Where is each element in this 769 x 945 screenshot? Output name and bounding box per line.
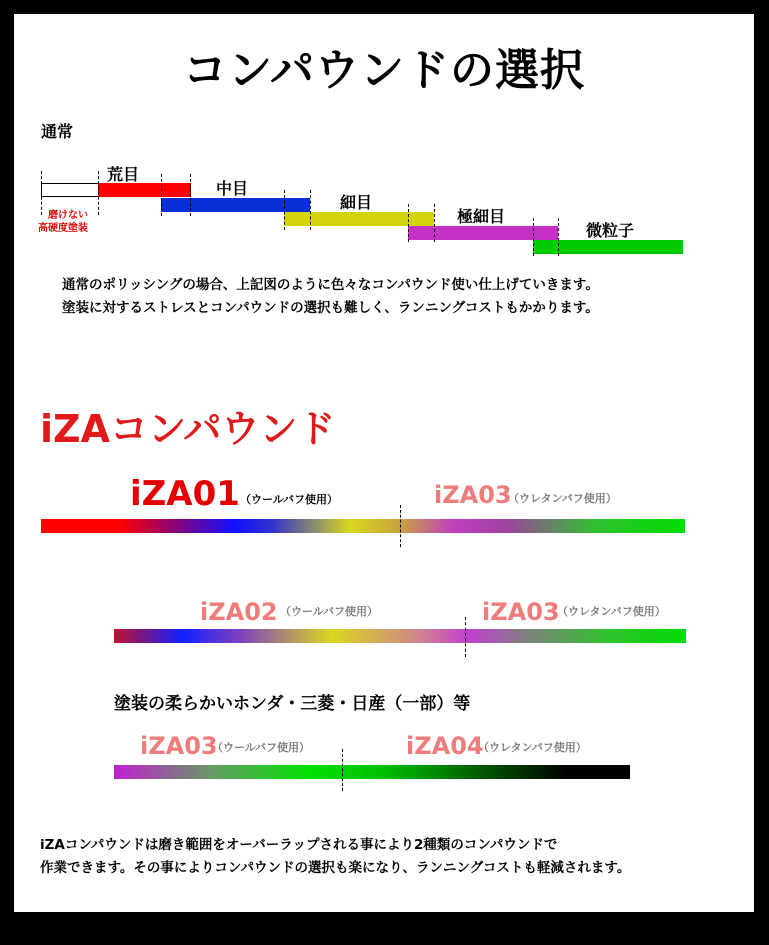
micro-bar: [533, 240, 683, 254]
row1-right-note: （ウレタンバフ使用）: [508, 492, 617, 505]
row1-overlap-line: [400, 505, 401, 547]
row3-right-name: iZA04: [406, 732, 484, 760]
row1-gradient-bar: [41, 519, 685, 533]
guide-line: [284, 190, 285, 230]
guide-line: [190, 174, 191, 216]
footer-paragraph-2: 作業できます。その事によりコンパウンドの選択も楽になり、ランニングコストも軽減されます。: [40, 860, 631, 876]
row3-overlap-line: [342, 749, 343, 791]
unsanded-label: 高硬度塗装: [38, 223, 88, 234]
coarse-bar: [98, 183, 191, 197]
row3-left-name: iZA03: [140, 732, 218, 760]
normal-paragraph-2: 塗装に対するストレスとコンパウンドの選択も難しく、ランニングコストもかかります。: [62, 300, 599, 316]
stage-label-fine: 細目: [340, 193, 373, 212]
guide-line: [98, 171, 99, 215]
normal-heading: 通常: [41, 122, 74, 141]
medium-bar: [161, 198, 310, 212]
row1-left-name: iZA01: [130, 474, 240, 514]
guide-line: [161, 174, 162, 216]
row3-gradient-bar: [114, 765, 630, 779]
content-panel: [14, 14, 754, 912]
stage-label-micro: 微粒子: [586, 221, 635, 240]
guide-line: [41, 171, 42, 215]
page-title: コンパウンドの選択: [183, 45, 585, 96]
row2-left-note: （ウールバフ使用）: [280, 605, 379, 618]
row1-right-name: iZA03: [434, 481, 512, 509]
soft-paint-heading: 塗装の柔らかいホンダ・三菱・日産（一部）等: [114, 694, 471, 714]
row3-right-note: （ウレタンバフ使用）: [478, 741, 587, 754]
guide-line: [533, 218, 534, 256]
row2-right-note: （ウレタンバフ使用）: [557, 605, 666, 618]
guide-line: [558, 218, 559, 256]
unsanded-label: 磨けない: [48, 210, 88, 221]
row2-overlap-line: [465, 617, 466, 657]
row2-right-name: iZA03: [482, 598, 560, 626]
row1-left-note: （ウールバフ使用）: [240, 493, 339, 506]
footer-paragraph-1: iZAコンパウンドは磨き範囲をオーバーラップされる事により2種類のコンパウンドで: [40, 837, 558, 853]
row3-left-note: （ウールバフ使用）: [212, 741, 311, 754]
fine-bar: [284, 212, 434, 226]
guide-line: [408, 204, 409, 242]
stage-label-medium: 中目: [216, 179, 249, 198]
stage-label-extra-fine: 極細目: [457, 207, 506, 226]
normal-paragraph-1: 通常のポリッシングの場合、上記図のように色々なコンパウンド使い仕上げていきます。: [62, 277, 599, 293]
extra-fine-bar: [408, 226, 558, 240]
iza-heading: iZAコンパウンド: [40, 407, 336, 451]
guide-line: [434, 204, 435, 242]
row2-gradient-bar: [114, 629, 686, 643]
stage-label-coarse: 荒目: [107, 165, 140, 184]
guide-line: [310, 190, 311, 230]
unsanded-bar: [41, 183, 101, 197]
row2-left-name: iZA02: [200, 598, 278, 626]
